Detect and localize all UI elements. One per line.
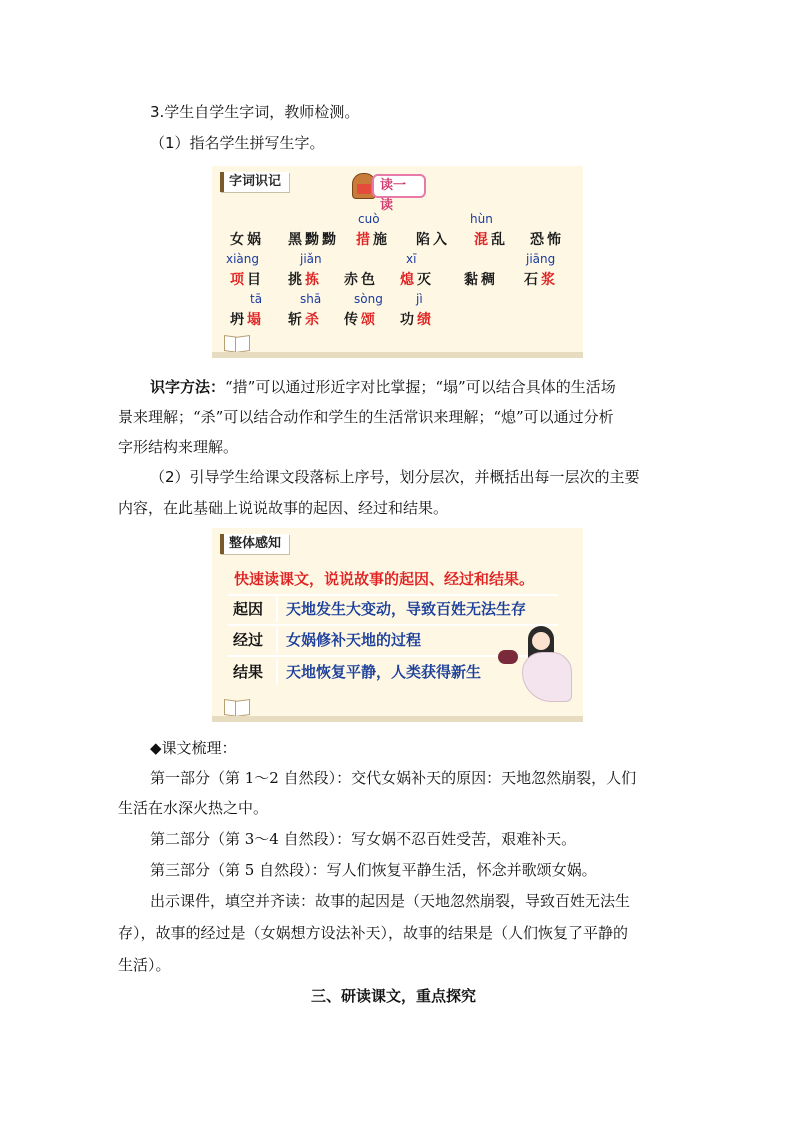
overview-key: 结果 bbox=[232, 663, 263, 681]
vocab-word: 陷入 bbox=[416, 232, 450, 248]
vocab-pinyin: sòng bbox=[354, 292, 383, 306]
structure-p1-line1: 第一部分（第 1～2 自然段）：交代女娲补天的原因：天地忽然崩裂，人们 bbox=[150, 769, 637, 787]
overview-key: 经过 bbox=[232, 631, 263, 649]
overview-value: 天地发生大变动，导致百姓无法生存 bbox=[286, 600, 527, 618]
structure-p3: 第三部分（第 5 自然段）：写人们恢复平静生活，怀念并歌颂女娲。 bbox=[150, 861, 597, 879]
overview-title: 快速读课文，说说故事的起因、经过和结果。 bbox=[234, 570, 535, 588]
vocab-word: 熄灭 bbox=[400, 272, 434, 288]
method-line3: 字形结构来理解。 bbox=[118, 438, 239, 456]
sub2-line1: （2）引导学生给课文段落标上序号，划分层次，并概括出每一层次的主要 bbox=[150, 468, 640, 486]
structure-p1-line2: 生活在水深火热之中。 bbox=[118, 799, 269, 817]
vocab-pinyin: cuò bbox=[358, 212, 380, 226]
vocab-pinyin: jì bbox=[416, 292, 423, 306]
vocab-word: 坍塌 bbox=[230, 312, 264, 328]
structure-p4-line1: 出示课件，填空并齐读：故事的起因是（天地忽然崩裂，导致百姓无法生 bbox=[150, 892, 631, 910]
section3-title: 三、研读课文，重点探究 bbox=[311, 987, 477, 1005]
vocab-word: 混乱 bbox=[474, 232, 508, 248]
vocab-pinyin: xiàng bbox=[226, 252, 260, 266]
vocab-word: 项目 bbox=[230, 272, 264, 288]
vocab-word: 黑黝黝 bbox=[288, 232, 339, 248]
book-icon bbox=[224, 700, 250, 716]
vocab-pinyin: tā bbox=[250, 292, 263, 306]
method-line2: 景来理解；“杀”可以结合动作和学生的生活常识来理解；“熄”可以通过分析 bbox=[118, 408, 614, 426]
vocab-pinyin: hùn bbox=[470, 212, 493, 226]
read-badge bbox=[352, 172, 426, 213]
read-badge-label: 读一读 bbox=[372, 174, 426, 198]
nuwa-illustration bbox=[514, 626, 574, 702]
overview-key: 起因 bbox=[232, 600, 263, 618]
step3-sub1: （1）指名学生拼写生字。 bbox=[150, 134, 325, 152]
vocab-word: 女娲 bbox=[230, 232, 264, 248]
vocab-word: 功绩 bbox=[400, 312, 434, 328]
overview-divider bbox=[228, 624, 558, 626]
vocab-slide-tag: 字词识记 bbox=[220, 172, 289, 192]
book-icon bbox=[224, 336, 250, 352]
method-label: 识字方法： bbox=[150, 378, 226, 396]
vocab-word: 石浆 bbox=[524, 272, 558, 288]
vocab-word: 恐怖 bbox=[530, 232, 564, 248]
vocab-slide bbox=[212, 166, 583, 358]
overview-separator bbox=[276, 627, 278, 653]
sub2-line2: 内容，在此基础上说说故事的起因、经过和结果。 bbox=[118, 499, 449, 517]
overview-value: 女娲修补天地的过程 bbox=[286, 631, 422, 649]
vocab-pinyin: jiāng bbox=[526, 252, 556, 266]
vocab-word: 挑拣 bbox=[288, 272, 322, 288]
vocab-word: 措施 bbox=[356, 232, 390, 248]
structure-p4-line3: 生活）。 bbox=[118, 956, 171, 974]
overview-slide bbox=[212, 528, 583, 722]
vocab-word: 斩杀 bbox=[288, 312, 322, 328]
overview-value: 天地恢复平静，人类获得新生 bbox=[286, 663, 482, 681]
structure-heading: ◆课文梳理： bbox=[150, 739, 237, 757]
vocab-word: 黏稠 bbox=[464, 272, 498, 288]
vocab-word: 传颂 bbox=[344, 312, 378, 328]
step3-title: 3.学生自学生字词，教师检测。 bbox=[150, 103, 360, 121]
slide-bottom-bar bbox=[212, 352, 583, 358]
overview-slide-tag: 整体感知 bbox=[220, 534, 289, 554]
vocab-pinyin: jiǎn bbox=[300, 252, 322, 266]
structure-p2: 第二部分（第 3～4 自然段）：写女娲不忍百姓受苦，艰难补天。 bbox=[150, 830, 577, 848]
vocab-word: 赤色 bbox=[344, 272, 378, 288]
five-color-stone-icon bbox=[498, 650, 518, 664]
overview-separator bbox=[276, 659, 278, 685]
vocab-pinyin: shā bbox=[300, 292, 322, 306]
method-line1: 识字方法：“措”可以通过形近字对比掌握；“塌”可以结合具体的生活场 bbox=[150, 378, 616, 396]
slide-bottom-bar bbox=[212, 716, 583, 722]
overview-separator bbox=[276, 596, 278, 622]
structure-p4-line2: 存），故事的经过是（女娲想方设法补天），故事的结果是（人们恢复了平静的 bbox=[118, 924, 629, 942]
vocab-pinyin: xī bbox=[406, 252, 417, 266]
